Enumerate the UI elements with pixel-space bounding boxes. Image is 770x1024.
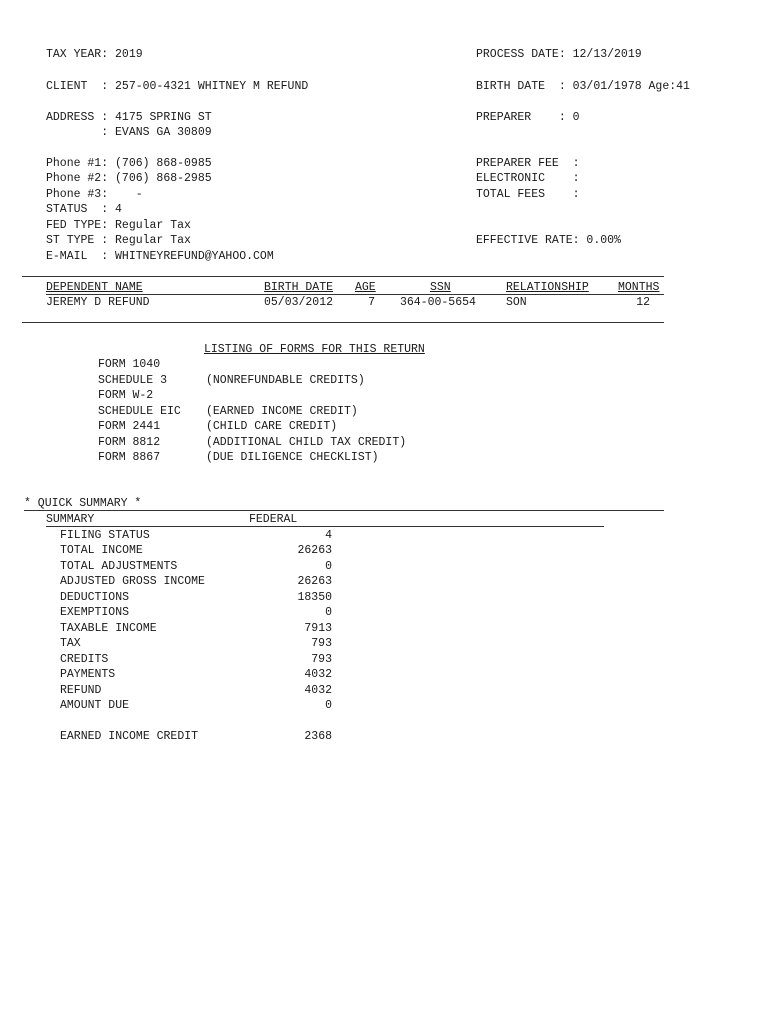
- summary-value: 4032: [304, 668, 332, 681]
- dependent-relationship-header: RELATIONSHIP: [506, 281, 589, 294]
- form-description: (CHILD CARE CREDIT): [206, 420, 338, 433]
- total-fees: TOTAL FEES :: [476, 188, 580, 201]
- dependent-age: 7: [368, 296, 375, 309]
- summary-value: 0: [325, 560, 332, 573]
- summary-header-underline: [46, 526, 604, 527]
- summary-value: 26263: [297, 544, 332, 557]
- phone-1: Phone #1: (706) 868-0985: [46, 157, 212, 170]
- phone-2: Phone #2: (706) 868-2985: [46, 172, 212, 185]
- summary-value: 0: [325, 606, 332, 619]
- summary-label: PAYMENTS: [60, 668, 116, 681]
- preparer-fee: PREPARER FEE :: [476, 157, 580, 170]
- form-name: FORM 2441: [98, 420, 161, 433]
- summary-title-underline: [24, 510, 664, 511]
- email: E-MAIL : WHITNEYREFUND@YAHOO.COM: [46, 250, 274, 263]
- birth-date: BIRTH DATE : 03/01/1978 Age:41: [476, 80, 690, 93]
- summary-value: 18350: [297, 591, 332, 604]
- fed-type: FED TYPE: Regular Tax: [46, 219, 191, 232]
- dependent-ssn-header: SSN: [430, 281, 451, 294]
- summary-label: AMOUNT DUE: [60, 699, 130, 712]
- divider-top: [22, 276, 664, 277]
- address-line-1: ADDRESS : 4175 SPRING ST: [46, 111, 212, 124]
- summary-label: TOTAL INCOME: [60, 544, 143, 557]
- summary-label: TOTAL ADJUSTMENTS: [60, 560, 178, 573]
- electronic-fee: ELECTRONIC :: [476, 172, 580, 185]
- eic-value: 2368: [304, 730, 332, 743]
- tax-year: TAX YEAR: 2019: [46, 48, 143, 61]
- client-info: CLIENT : 257-00-4321 WHITNEY M REFUND: [46, 80, 309, 93]
- form-name: FORM 1040: [98, 358, 161, 371]
- federal-column-header: FEDERAL: [249, 513, 298, 526]
- dependent-months-header: MONTHS: [618, 281, 660, 294]
- dependent-birth-date-header: BIRTH DATE: [264, 281, 334, 294]
- summary-label: DEDUCTIONS: [60, 591, 130, 604]
- summary-label: TAX: [60, 637, 81, 650]
- form-description: (EARNED INCOME CREDIT): [206, 405, 358, 418]
- preparer: PREPARER : 0: [476, 111, 580, 124]
- dependent-relationship: SON: [506, 296, 527, 309]
- effective-rate: EFFECTIVE RATE: 0.00%: [476, 234, 621, 247]
- process-date: PROCESS DATE: 12/13/2019: [476, 48, 642, 61]
- address-line-2: : EVANS GA 30809: [46, 126, 212, 139]
- summary-label: TAXABLE INCOME: [60, 622, 157, 635]
- summary-value: 793: [311, 637, 332, 650]
- summary-value: 793: [311, 653, 332, 666]
- form-name: FORM W-2: [98, 389, 154, 402]
- dependent-months: 12: [636, 296, 650, 309]
- form-description: (NONREFUNDABLE CREDITS): [206, 374, 365, 387]
- form-description: (DUE DILIGENCE CHECKLIST): [206, 451, 379, 464]
- summary-column-header: SUMMARY: [46, 513, 95, 526]
- form-name: FORM 8812: [98, 436, 161, 449]
- summary-label: REFUND: [60, 684, 102, 697]
- summary-label: EXEMPTIONS: [60, 606, 130, 619]
- dependent-name: JEREMY D REFUND: [46, 296, 150, 309]
- dependent-name-header: DEPENDENT NAME: [46, 281, 143, 294]
- quick-summary-title: * QUICK SUMMARY *: [24, 497, 142, 510]
- status: STATUS : 4: [46, 203, 122, 216]
- header-underline: [46, 294, 664, 295]
- forms-title: LISTING OF FORMS FOR THIS RETURN: [204, 343, 425, 356]
- divider-bottom: [22, 322, 664, 323]
- summary-label: ADJUSTED GROSS INCOME: [60, 575, 205, 588]
- summary-value: 26263: [297, 575, 332, 588]
- form-description: (ADDITIONAL CHILD TAX CREDIT): [206, 436, 407, 449]
- dependent-ssn: 364-00-5654: [400, 296, 476, 309]
- summary-value: 4: [325, 529, 332, 542]
- eic-label: EARNED INCOME CREDIT: [60, 730, 199, 743]
- dependent-age-header: AGE: [355, 281, 376, 294]
- form-name: SCHEDULE 3: [98, 374, 168, 387]
- st-type: ST TYPE : Regular Tax: [46, 234, 191, 247]
- summary-label: FILING STATUS: [60, 529, 150, 542]
- form-name: FORM 8867: [98, 451, 161, 464]
- summary-label: CREDITS: [60, 653, 109, 666]
- dependent-birth-date: 05/03/2012: [264, 296, 334, 309]
- summary-value: 7913: [304, 622, 332, 635]
- form-name: SCHEDULE EIC: [98, 405, 181, 418]
- phone-3: Phone #3: -: [46, 188, 143, 201]
- summary-value: 0: [325, 699, 332, 712]
- summary-value: 4032: [304, 684, 332, 697]
